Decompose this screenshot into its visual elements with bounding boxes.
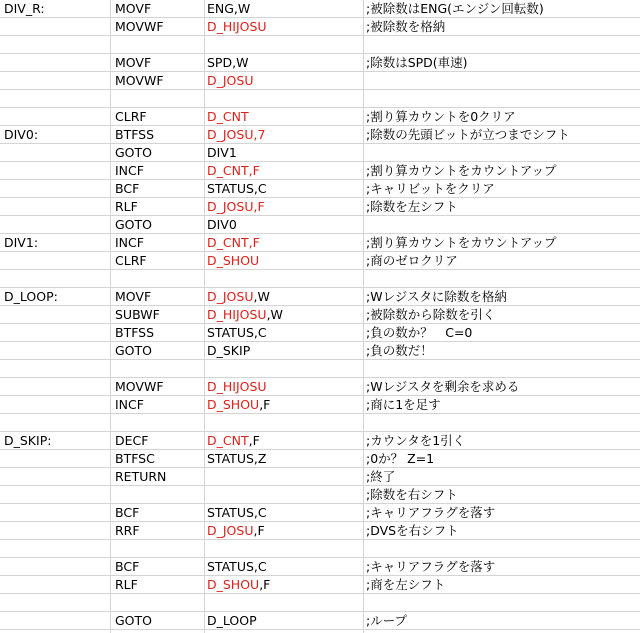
operand-cell xyxy=(207,486,363,503)
opcode-cell: INCF xyxy=(115,235,144,250)
operand-cell xyxy=(207,306,363,323)
comment-cell xyxy=(366,270,638,287)
operand-text: ,W xyxy=(266,307,283,322)
label-cell: D_LOOP: xyxy=(4,289,58,304)
listing-row xyxy=(0,432,640,450)
comment-cell: ;被除数を格納 xyxy=(366,19,446,34)
label-cell xyxy=(4,180,110,197)
operand-cell xyxy=(207,414,363,431)
operand-cell xyxy=(207,0,363,17)
operand-text: DIV1 xyxy=(207,145,237,160)
label-cell xyxy=(4,378,110,395)
comment-cell: ;商を左シフト xyxy=(366,577,446,592)
operand-cell xyxy=(207,504,363,521)
opcode-cell xyxy=(115,90,205,107)
comment-cell: ;除数の先頭ビットが立つまでシフト xyxy=(366,127,570,142)
operand-cell xyxy=(207,72,363,89)
listing-row xyxy=(0,288,640,306)
listing-row xyxy=(0,486,640,504)
comment-cell: ;0か？ Z=1 xyxy=(366,451,435,466)
opcode-cell: GOTO xyxy=(115,145,152,160)
opcode-cell: BCF xyxy=(115,181,140,196)
label-cell xyxy=(4,522,110,539)
operand-register-highlighted: D_CNT,F xyxy=(207,163,260,178)
operand-text: DIV0 xyxy=(207,217,237,232)
listing-row xyxy=(0,144,640,162)
operand-text: ,W xyxy=(253,289,270,304)
listing-row xyxy=(0,450,640,468)
operand-cell xyxy=(207,450,363,467)
operand-cell xyxy=(207,18,363,35)
label-cell xyxy=(4,576,110,593)
operand-text: ENG,W xyxy=(207,1,251,16)
comment-cell: ;キャリアフラグを落す xyxy=(366,505,496,520)
label-cell xyxy=(4,198,110,215)
opcode-cell: MOVWF xyxy=(115,379,164,394)
comment-cell: ;負の数か？ C=0 xyxy=(366,325,473,340)
comment-cell xyxy=(366,594,638,611)
operand-text: D_LOOP xyxy=(207,613,257,628)
comment-cell: ;キャリビットをクリア xyxy=(366,181,495,196)
operand-text: STATUS,C xyxy=(207,559,267,574)
listing-row xyxy=(0,306,640,324)
operand-register-highlighted: D_JOSU xyxy=(207,73,254,88)
comment-cell: ;終了 xyxy=(366,469,396,484)
operand-cell xyxy=(207,36,363,53)
comment-cell: ;ループ xyxy=(366,613,408,628)
opcode-cell: INCF xyxy=(115,397,144,412)
comment-cell: ;被除数から除数を引く xyxy=(366,307,496,322)
opcode-cell xyxy=(115,486,205,503)
opcode-cell: BTFSS xyxy=(115,127,155,142)
operand-cell xyxy=(207,180,363,197)
label-cell xyxy=(4,18,110,35)
operand-cell xyxy=(207,270,363,287)
operand-text: SPD,W xyxy=(207,55,249,70)
comment-cell: ;Wレジスタに除数を格納 xyxy=(366,289,507,304)
label-cell xyxy=(4,396,110,413)
comment-cell xyxy=(366,36,638,53)
label-cell xyxy=(4,144,110,161)
listing-row xyxy=(0,558,640,576)
comment-cell: ;カウンタを1引く xyxy=(366,433,466,448)
listing-row xyxy=(0,180,640,198)
operand-register-highlighted: D_HIJOSU xyxy=(207,379,267,394)
operand-cell xyxy=(207,162,363,179)
operand-cell xyxy=(207,144,363,161)
label-cell xyxy=(4,594,110,611)
operand-text: ,F xyxy=(259,577,271,592)
operand-cell xyxy=(207,54,363,71)
comment-cell: ;キャリアフラグを落す xyxy=(366,559,496,574)
comment-cell: ;除数はSPD(車速) xyxy=(366,55,468,70)
opcode-cell xyxy=(115,414,205,431)
label-cell: DIV_R: xyxy=(4,1,45,16)
listing-row xyxy=(0,252,640,270)
listing-row xyxy=(0,594,640,612)
listing-row xyxy=(0,342,640,360)
comment-cell: ;除数を左シフト xyxy=(366,199,458,214)
comment-cell xyxy=(366,414,638,431)
operand-register-highlighted: D_CNT xyxy=(207,433,249,448)
label-cell xyxy=(4,558,110,575)
listing-row xyxy=(0,468,640,486)
operand-register-highlighted: D_SHOU xyxy=(207,397,260,412)
listing-row xyxy=(0,126,640,144)
label-cell: D_SKIP: xyxy=(4,433,52,448)
operand-register-highlighted: D_HIJOSU xyxy=(207,307,267,322)
opcode-cell: CLRF xyxy=(115,109,147,124)
comment-cell: ;商に1を足す xyxy=(366,397,441,412)
label-cell xyxy=(4,468,110,485)
listing-row xyxy=(0,504,640,522)
label-cell xyxy=(4,360,110,377)
comment-cell: ;割り算カウントをカウントアップ xyxy=(366,235,557,250)
label-cell xyxy=(4,36,110,53)
comment-cell: ;割り算カウントをカウントアップ xyxy=(366,163,557,178)
opcode-cell: INCF xyxy=(115,163,144,178)
opcode-cell: BCF xyxy=(115,505,140,520)
label-cell xyxy=(4,54,110,71)
opcode-cell: RETURN xyxy=(115,469,167,484)
listing-row xyxy=(0,54,640,72)
comment-cell: ;DVSを右シフト xyxy=(366,523,459,538)
comment-cell: ;被除数はENG(エンジン回転数) xyxy=(366,1,544,16)
operand-cell xyxy=(207,540,363,557)
opcode-cell: MOVWF xyxy=(115,73,164,88)
comment-cell: ;商のゼロクリア xyxy=(366,253,458,268)
listing-row xyxy=(0,234,640,252)
operand-cell xyxy=(207,432,363,449)
label-cell xyxy=(4,270,110,287)
comment-cell: ;Wレジスタを剰余を求める xyxy=(366,379,520,394)
operand-text: D_SKIP xyxy=(207,343,251,358)
listing-row xyxy=(0,216,640,234)
opcode-cell: MOVWF xyxy=(115,19,164,34)
operand-register-highlighted: D_JOSU xyxy=(207,523,254,538)
listing-row xyxy=(0,522,640,540)
opcode-cell: MOVF xyxy=(115,1,152,16)
operand-cell xyxy=(207,198,363,215)
operand-cell xyxy=(207,324,363,341)
opcode-cell: BTFSS xyxy=(115,325,155,340)
operand-text: ,F xyxy=(259,397,271,412)
label-cell xyxy=(4,72,110,89)
listing-row xyxy=(0,198,640,216)
operand-register-highlighted: D_JOSU,F xyxy=(207,199,265,214)
opcode-cell xyxy=(115,594,205,611)
listing-row xyxy=(0,360,640,378)
listing-row xyxy=(0,396,640,414)
operand-register-highlighted: D_CNT,F xyxy=(207,235,260,250)
opcode-cell: BTFSC xyxy=(115,451,155,466)
listing-row xyxy=(0,18,640,36)
operand-cell xyxy=(207,468,363,485)
operand-register-highlighted: D_SHOU xyxy=(207,577,260,592)
listing-row xyxy=(0,324,640,342)
listing-row xyxy=(0,540,640,558)
operand-text: STATUS,C xyxy=(207,181,267,196)
operand-cell xyxy=(207,396,363,413)
listing-row xyxy=(0,162,640,180)
listing-row xyxy=(0,90,640,108)
comment-cell xyxy=(366,90,638,107)
operand-cell xyxy=(207,108,363,125)
listing-row xyxy=(0,108,640,126)
opcode-cell: DECF xyxy=(115,433,149,448)
opcode-cell xyxy=(115,540,205,557)
label-cell xyxy=(4,450,110,467)
label-cell: DIV0: xyxy=(4,127,39,142)
listing-row xyxy=(0,0,640,18)
listing-row xyxy=(0,414,640,432)
operand-text: ,F xyxy=(253,523,265,538)
label-cell xyxy=(4,486,110,503)
operand-cell xyxy=(207,612,363,629)
operand-cell xyxy=(207,342,363,359)
operand-cell xyxy=(207,90,363,107)
comment-cell: ;割り算カウントを0クリア xyxy=(366,109,516,124)
comment-cell xyxy=(366,72,638,89)
opcode-cell: RLF xyxy=(115,199,138,214)
label-cell xyxy=(4,306,110,323)
operand-text: STATUS,C xyxy=(207,325,267,340)
operand-register-highlighted: D_CNT xyxy=(207,109,249,124)
operand-cell xyxy=(207,234,363,251)
operand-cell xyxy=(207,576,363,593)
operand-register-highlighted: D_JOSU,7 xyxy=(207,127,266,142)
comment-cell xyxy=(366,360,638,377)
opcode-cell: SUBWF xyxy=(115,307,160,322)
opcode-cell: MOVF xyxy=(115,289,152,304)
operand-text: STATUS,C xyxy=(207,505,267,520)
listing-row xyxy=(0,612,640,630)
operand-text: ,F xyxy=(248,433,260,448)
label-cell xyxy=(4,252,110,269)
label-cell xyxy=(4,162,110,179)
listing-row xyxy=(0,72,640,90)
opcode-cell xyxy=(115,360,205,377)
opcode-cell xyxy=(115,270,205,287)
opcode-cell: GOTO xyxy=(115,613,152,628)
comment-cell xyxy=(366,216,638,233)
label-cell xyxy=(4,108,110,125)
operand-cell xyxy=(207,288,363,305)
operand-cell xyxy=(207,522,363,539)
comment-cell: ;負の数だ！ xyxy=(366,343,433,358)
operand-cell xyxy=(207,216,363,233)
opcode-cell: MOVF xyxy=(115,55,152,70)
opcode-cell: RRF xyxy=(115,523,140,538)
label-cell xyxy=(4,612,110,629)
listing-row xyxy=(0,576,640,594)
label-cell xyxy=(4,342,110,359)
comment-cell: ;除数を右シフト xyxy=(366,487,458,502)
operand-cell xyxy=(207,558,363,575)
operand-register-highlighted: D_SHOU xyxy=(207,253,260,268)
opcode-cell xyxy=(115,36,205,53)
listing-row xyxy=(0,378,640,396)
label-cell xyxy=(4,504,110,521)
opcode-cell: RLF xyxy=(115,577,138,592)
label-cell xyxy=(4,324,110,341)
opcode-cell: CLRF xyxy=(115,253,147,268)
opcode-cell: BCF xyxy=(115,559,140,574)
listing-row xyxy=(0,36,640,54)
comment-cell xyxy=(366,144,638,161)
opcode-cell: GOTO xyxy=(115,343,152,358)
label-cell xyxy=(4,540,110,557)
label-cell xyxy=(4,216,110,233)
operand-cell xyxy=(207,360,363,377)
label-cell: DIV1: xyxy=(4,235,39,250)
operand-cell xyxy=(207,252,363,269)
operand-text: STATUS,Z xyxy=(207,451,267,466)
label-cell xyxy=(4,90,110,107)
operand-cell xyxy=(207,126,363,143)
opcode-cell: GOTO xyxy=(115,217,152,232)
comment-cell xyxy=(366,540,638,557)
operand-cell xyxy=(207,378,363,395)
operand-register-highlighted: D_HIJOSU xyxy=(207,19,267,34)
listing-row xyxy=(0,270,640,288)
label-cell xyxy=(4,414,110,431)
operand-cell xyxy=(207,594,363,611)
operand-register-highlighted: D_JOSU xyxy=(207,289,254,304)
